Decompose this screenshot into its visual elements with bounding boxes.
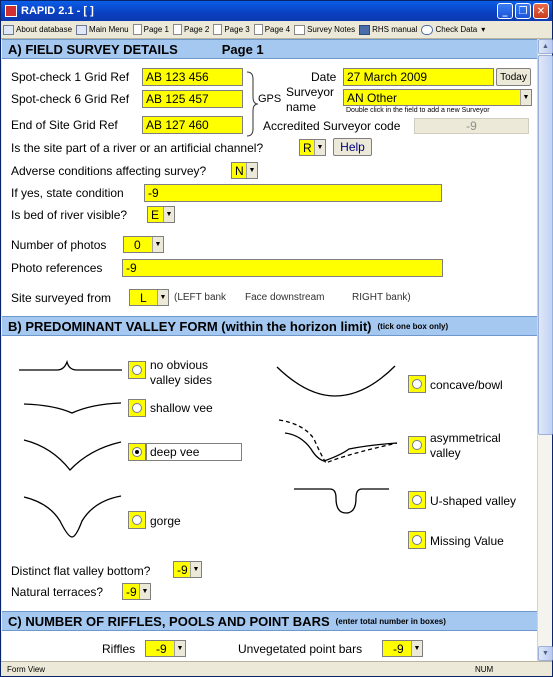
option-missing-value-label: Missing Value [430, 534, 504, 548]
scroll-down-icon[interactable]: ▼ [538, 646, 553, 661]
section-c-note: (enter total number in boxes) [335, 616, 446, 626]
restore-icon[interactable]: ❐ [515, 3, 531, 19]
u-shaped-valley-diagram [294, 486, 390, 516]
riffles-label: Riffles [102, 642, 136, 656]
surveyor-select[interactable]: AN Other ▼ [343, 89, 532, 106]
title-bar [1, 1, 552, 21]
status-bar [1, 661, 552, 676]
photo-references-input[interactable]: -9 [122, 259, 443, 277]
option-no-obvious-valley-sides-label: no obvious valley sides [150, 358, 213, 387]
gps-label: GPS [258, 93, 282, 105]
section-b-title: B) PREDOMINANT VALLEY FORM (within the horizon limit) [8, 318, 372, 334]
check-icon [421, 25, 433, 35]
end-of-site-input[interactable]: AB 127 460 [142, 116, 243, 134]
gps-brace-icon [245, 71, 259, 137]
option-missing-value[interactable] [408, 531, 426, 549]
date-label: Date [311, 70, 337, 84]
number-of-photos-label: Number of photos [11, 238, 107, 252]
minimize-icon[interactable]: _ [497, 3, 513, 19]
status-num: NUM [475, 664, 494, 674]
unvegetated-point-bars-label: Unvegetated point bars [238, 642, 363, 656]
page-icon [173, 24, 182, 35]
left-bank-label: (LEFT bank [174, 292, 227, 303]
option-u-shaped-valley[interactable] [408, 491, 426, 509]
channel-question-label: Is the site part of a river or an artificial channel? [11, 141, 264, 155]
option-shallow-vee-label: shallow vee [150, 401, 213, 415]
no-valley-sides-diagram [19, 357, 123, 373]
option-deep-vee[interactable] [128, 443, 146, 461]
page-label: Page 1 [221, 41, 264, 57]
chevron-down-icon[interactable]: ▼ [174, 641, 185, 656]
option-deep-vee-label: deep vee [150, 445, 200, 459]
end-of-site-label: End of Site Grid Ref [11, 118, 118, 132]
option-2-selected-dot [135, 450, 139, 454]
bed-visible-select[interactable]: E ▼ [147, 206, 175, 223]
date-input[interactable]: 27 March 2009 [343, 68, 494, 86]
toolbar-page-3[interactable]: Page 3 [213, 24, 249, 35]
page-icon [254, 24, 263, 35]
page-icon [133, 24, 142, 35]
adverse-conditions-label: Adverse conditions affecting survey? [11, 164, 207, 178]
concave-bowl-diagram [277, 364, 397, 398]
right-bank-label: RIGHT bank) [352, 292, 411, 303]
close-icon[interactable]: ✕ [533, 3, 549, 19]
flat-valley-bottom-label: Distinct flat valley bottom? [11, 564, 151, 578]
page-icon [213, 24, 222, 35]
chevron-down-icon[interactable]: ▼ [190, 562, 201, 577]
riffles-select[interactable]: -9 ▼ [145, 640, 186, 657]
spot-check-6-input[interactable]: AB 125 457 [142, 90, 243, 108]
toolbar-check-data[interactable]: Check Data [421, 25, 477, 35]
chevron-down-icon[interactable]: ▼ [163, 207, 174, 222]
chevron-down-icon[interactable]: ▼ [152, 237, 163, 252]
chevron-down-icon[interactable]: ▼ [139, 584, 150, 599]
toolbar-page-4[interactable]: Page 4 [254, 24, 290, 35]
option-asymmetrical-valley[interactable] [408, 436, 426, 454]
state-condition-label: If yes, state condition [11, 186, 124, 200]
window-controls [497, 3, 549, 19]
surveyor-hint: Double click in the field to add a new Surveyor [346, 107, 490, 114]
chevron-down-icon[interactable]: ▼ [157, 290, 168, 305]
vertical-scrollbar[interactable] [537, 39, 552, 661]
natural-terraces-label: Natural terraces? [11, 585, 104, 599]
section-c-title: C) NUMBER OF RIFFLES, POOLS AND POINT BARS [8, 613, 330, 629]
help-button[interactable]: Help [333, 138, 372, 156]
section-b-header [2, 316, 537, 336]
form-content [2, 39, 537, 661]
deep-vee-diagram [24, 437, 122, 473]
asymmetrical-valley-diagram [279, 419, 399, 465]
surveyor-label-line1: Surveyor [286, 85, 335, 99]
toolbar-about-database[interactable]: About database [3, 25, 72, 35]
site-surveyed-from-label: Site surveyed from [11, 291, 112, 305]
spot-check-1-label: Spot-check 1 Grid Ref [11, 70, 130, 84]
chevron-down-icon[interactable]: ▼ [411, 641, 422, 656]
unvegetated-point-bars-select[interactable]: -9 ▼ [382, 640, 423, 657]
toolbar-survey-notes[interactable]: Survey Notes [294, 25, 355, 35]
number-of-photos-select[interactable]: 0 ▼ [123, 236, 164, 253]
toolbar [1, 21, 552, 39]
gorge-diagram [24, 491, 122, 539]
face-downstream-label: Face downstream [245, 292, 325, 303]
bed-visible-label: Is bed of river visible? [11, 208, 128, 222]
section-c-header [2, 611, 537, 631]
today-button[interactable]: Today [496, 68, 531, 86]
book-icon [359, 25, 370, 35]
toolbar-page-1[interactable]: Page 1 [133, 24, 169, 35]
channel-select[interactable]: R ▼ [299, 139, 326, 156]
section-a-title: A) FIELD SURVEY DETAILS [8, 41, 178, 57]
toolbar-page-2[interactable]: Page 2 [173, 24, 209, 35]
option-concave-bowl-label: concave/bowl [430, 378, 503, 392]
spot-check-1-input[interactable]: AB 123 456 [142, 68, 243, 86]
photo-references-label: Photo references [11, 261, 103, 275]
accredited-code-field: -9 [414, 118, 529, 134]
accredited-code-label: Accredited Surveyor code [263, 119, 401, 133]
chevron-down-icon[interactable]: ▼ [246, 163, 257, 178]
status-view: Form View [7, 664, 46, 674]
about-icon [3, 25, 14, 35]
spot-check-6-label: Spot-check 6 Grid Ref [11, 92, 130, 106]
surveyor-label-line2: name [286, 100, 317, 114]
toolbar-overflow-chevron-icon[interactable]: ▾ [481, 25, 486, 34]
option-gorge-label: gorge [150, 514, 181, 528]
scroll-up-icon[interactable]: ▲ [538, 39, 553, 54]
option-u-shaped-valley-label: U-shaped valley [430, 494, 517, 508]
option-gorge[interactable] [128, 511, 146, 529]
site-surveyed-from-select[interactable]: L ▼ [129, 289, 169, 306]
toolbar-rhs-manual[interactable]: RHS manual [359, 25, 417, 35]
natural-terraces-select[interactable]: -9 ▼ [122, 583, 151, 600]
scrollbar-thumb[interactable] [538, 55, 553, 435]
menu-icon [76, 25, 87, 35]
option-concave-bowl[interactable] [408, 375, 426, 393]
toolbar-main-menu[interactable]: Main Menu [76, 25, 129, 35]
section-b-note: (tick one box only) [377, 321, 449, 331]
section-a-header [2, 39, 537, 59]
window-title: RAPID 2.1 - [ ] [21, 5, 94, 17]
chevron-down-icon[interactable]: ▼ [314, 140, 325, 155]
chevron-down-icon[interactable]: ▼ [520, 90, 531, 105]
app-icon [5, 5, 17, 17]
notes-icon [294, 25, 305, 35]
flat-valley-bottom-select[interactable]: -9 ▼ [173, 561, 202, 578]
shallow-vee-diagram [24, 397, 122, 415]
state-condition-input[interactable]: -9 [144, 184, 442, 202]
option-asymmetrical-valley-label: asymmetrical valley [430, 431, 501, 460]
adverse-conditions-select[interactable]: N ▼ [231, 162, 258, 179]
option-shallow-vee[interactable] [128, 399, 146, 417]
option-no-obvious-valley-sides[interactable] [128, 361, 146, 379]
